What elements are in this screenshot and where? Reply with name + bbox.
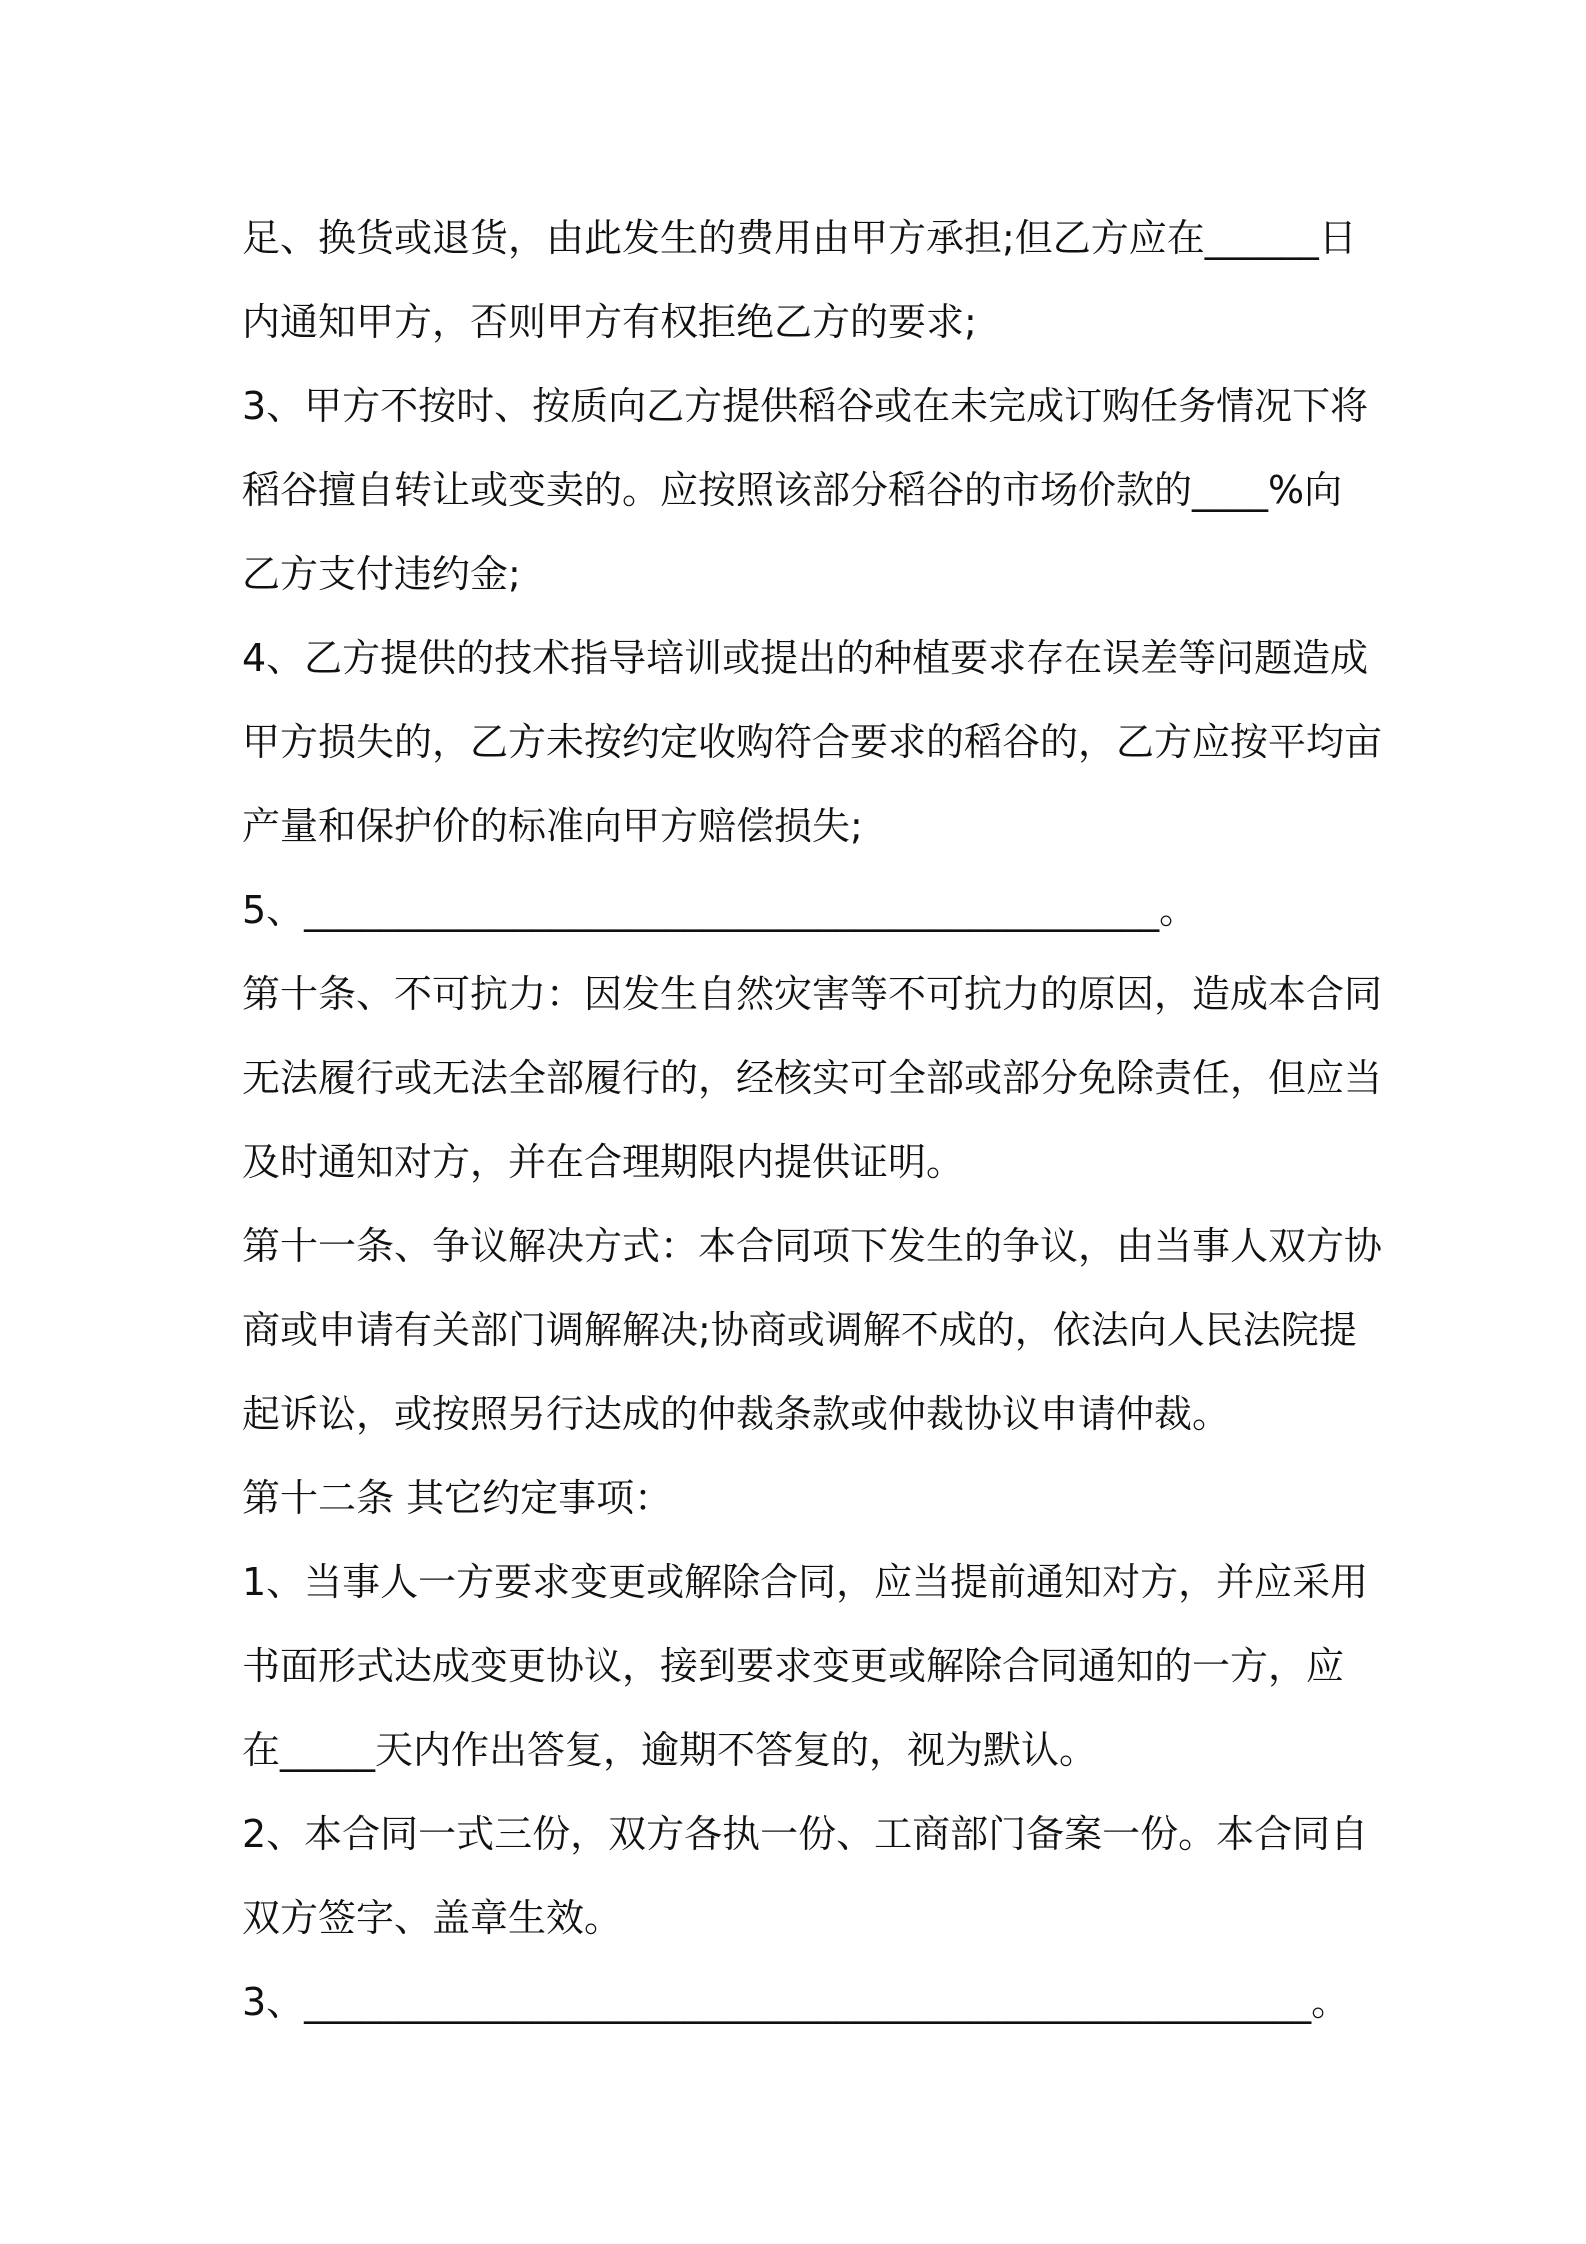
text-line: 3、甲方不按时、按质向乙方提供稻谷或在未完成订购任务情况下将 bbox=[242, 384, 1369, 428]
text-line: 稻谷擅自转让或变卖的。应按照该部分稻谷的市场价款的____%向 bbox=[242, 468, 1343, 512]
contract-text bbox=[242, 196, 1382, 2044]
text-line: 内通知甲方，否则甲方有权拒绝乙方的要求; bbox=[242, 300, 977, 344]
text-line: 乙方支付违约金; bbox=[242, 552, 521, 596]
text-line: 3、_____________________________________________________。 bbox=[242, 1980, 1350, 2024]
text-line: 起诉讼，或按照另行达成的仲裁条款或仲裁协议申请仲裁。 bbox=[242, 1392, 1231, 1436]
text-line: 及时通知对方，并在合理期限内提供证明。 bbox=[242, 1140, 965, 1184]
clause-heading-ten: 第十条、不可抗力：因发生自然灾害等不可抗力的原因，造成本合同 bbox=[242, 972, 1383, 1016]
text-line: 无法履行或无法全部履行的，经核实可全部或部分免除责任，但应当 bbox=[242, 1056, 1383, 1100]
text-line: 2、本合同一式三份，双方各执一份、工商部门备案一份。本合同自 bbox=[242, 1812, 1369, 1856]
text-line: 商或申请有关部门调解解决;协商或调解不成的，依法向人民法院提 bbox=[242, 1308, 1357, 1352]
text-line: 在_____天内作出答复，逾期不答复的，视为默认。 bbox=[242, 1728, 1098, 1772]
text-line: 双方签字、盖章生效。 bbox=[242, 1896, 623, 1940]
text-line: 书面形式达成变更协议，接到要求变更或解除合同通知的一方，应 bbox=[242, 1644, 1345, 1688]
clause-heading-eleven: 第十一条、争议解决方式：本合同项下发生的争议，由当事人双方协 bbox=[242, 1224, 1383, 1268]
clause-heading-twelve: 第十二条 其它约定事项： bbox=[242, 1476, 673, 1520]
text-line: 5、_____________________________________________。 bbox=[242, 888, 1198, 932]
text-line: 甲方损失的，乙方未按约定收购符合要求的稻谷的，乙方应按平均亩 bbox=[242, 720, 1383, 764]
text-line: 4、乙方提供的技术指导培训或提出的种植要求存在误差等问题造成 bbox=[242, 636, 1369, 680]
text-line: 1、当事人一方要求变更或解除合同，应当提前通知对方，并应采用 bbox=[242, 1560, 1369, 1604]
text-line: 产量和保护价的标准向甲方赔偿损失; bbox=[242, 804, 863, 848]
text-line: 足、换货或退货，由此发生的费用由甲方承担;但乙方应在______日 bbox=[242, 216, 1357, 260]
